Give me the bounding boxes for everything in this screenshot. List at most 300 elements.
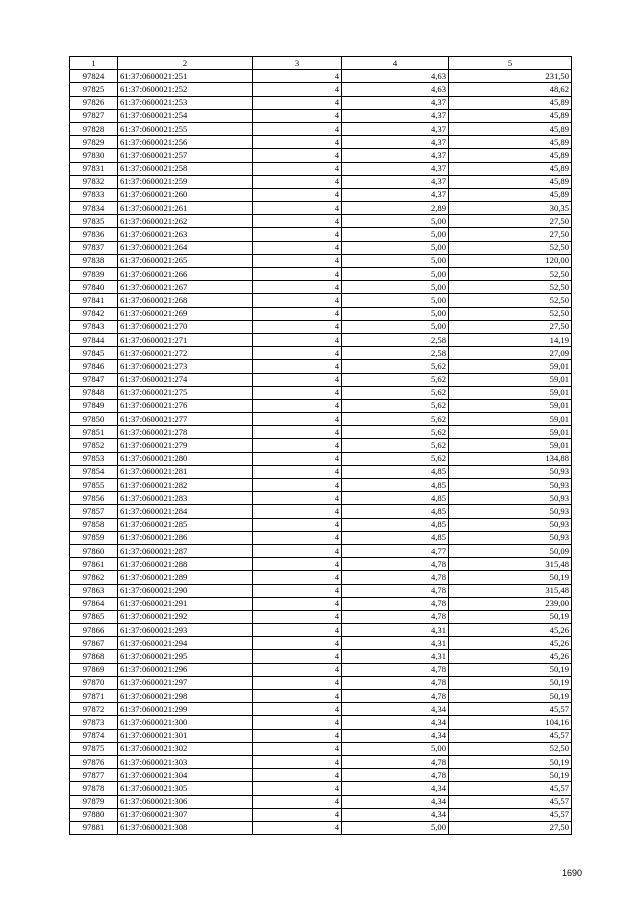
table-cell-col4: 5,00 [342,294,449,307]
table-row [70,650,572,663]
table-cell-col4: 4,34 [342,703,449,716]
table-cell-col3: 4 [253,109,342,122]
table-cell-col4: 4,78 [342,571,449,584]
table-cell-col2: 61:37:0600021:271 [118,333,253,346]
table-cell-col2: 61:37:0600021:301 [118,729,253,742]
table-cell-col3: 4 [253,597,342,610]
table-row [70,83,572,96]
table-cell-col2: 61:37:0600021:282 [118,479,253,492]
table-cell-col1: 97838 [70,254,118,267]
table-cell-col5: 45,57 [449,795,572,808]
table-cell-col4: 4,37 [342,188,449,201]
table-row [70,70,572,83]
table-cell-col2: 61:37:0600021:292 [118,610,253,623]
table-row [70,571,572,584]
table-cell-col2: 61:37:0600021:263 [118,228,253,241]
table-row [70,703,572,716]
table-cell-col4: 5,62 [342,360,449,373]
table-cell-col5: 45,89 [449,96,572,109]
table-cell-col5: 231,50 [449,70,572,83]
table-cell-col3: 4 [253,624,342,637]
table-row [70,821,572,834]
table-cell-col1: 97878 [70,782,118,795]
table-cell-col3: 4 [253,544,342,557]
table-cell-col1: 97854 [70,465,118,478]
table-cell-col2: 61:37:0600021:296 [118,663,253,676]
table-cell-col4: 4,34 [342,808,449,821]
table-row [70,597,572,610]
table-cell-col2: 61:37:0600021:276 [118,399,253,412]
table-cell-col5: 45,89 [449,136,572,149]
table-cell-col3: 4 [253,782,342,795]
table-row [70,202,572,215]
table-cell-col2: 61:37:0600021:298 [118,690,253,703]
table-cell-col1: 97848 [70,386,118,399]
table-cell-col1: 97835 [70,215,118,228]
table-cell-col4: 4,37 [342,162,449,175]
table-row [70,373,572,386]
table-cell-col2: 61:37:0600021:262 [118,215,253,228]
table-cell-col3: 4 [253,465,342,478]
table-cell-col4: 5,00 [342,254,449,267]
table-cell-col3: 4 [253,360,342,373]
table-cell-col2: 61:37:0600021:303 [118,755,253,768]
table-cell-col2: 61:37:0600021:297 [118,676,253,689]
table-row [70,320,572,333]
table-cell-col5: 120,00 [449,254,572,267]
table-cell-col3: 4 [253,426,342,439]
table-cell-col3: 4 [253,228,342,241]
table-cell-col5: 45,89 [449,122,572,135]
table-cell-col1: 97842 [70,307,118,320]
table-cell-col4: 4,37 [342,175,449,188]
table-cell-col4: 5,62 [342,426,449,439]
table-row [70,413,572,426]
table-cell-col2: 61:37:0600021:264 [118,241,253,254]
table-cell-col2: 61:37:0600021:289 [118,571,253,584]
table-cell-col2: 61:37:0600021:273 [118,360,253,373]
table-cell-col2: 61:37:0600021:253 [118,96,253,109]
table-cell-col3: 4 [253,452,342,465]
table-cell-col4: 5,00 [342,215,449,228]
table-cell-col1: 97851 [70,426,118,439]
table-cell-col2: 61:37:0600021:302 [118,742,253,755]
table-cell-col5: 50,93 [449,518,572,531]
table-row [70,268,572,281]
table-cell-col2: 61:37:0600021:260 [118,188,253,201]
table-cell-col1: 97864 [70,597,118,610]
table-cell-col5: 50,19 [449,690,572,703]
column-header-3: 3 [253,57,342,70]
table-cell-col2: 61:37:0600021:267 [118,281,253,294]
table-cell-col1: 97877 [70,769,118,782]
table-cell-col2: 61:37:0600021:265 [118,254,253,267]
table-cell-col3: 4 [253,821,342,834]
table-cell-col1: 97837 [70,241,118,254]
table-cell-col5: 45,26 [449,637,572,650]
table-cell-col1: 97836 [70,228,118,241]
table-cell-col1: 97829 [70,136,118,149]
table-body [70,70,572,835]
table-cell-col5: 27,50 [449,821,572,834]
table-cell-col2: 61:37:0600021:280 [118,452,253,465]
table-cell-col1: 97831 [70,162,118,175]
table-cell-col1: 97872 [70,703,118,716]
table-cell-col3: 4 [253,70,342,83]
table-cell-col2: 61:37:0600021:306 [118,795,253,808]
table-cell-col3: 4 [253,571,342,584]
table-cell-col3: 4 [253,663,342,676]
table-cell-col5: 45,57 [449,703,572,716]
table-cell-col3: 4 [253,294,342,307]
table-cell-col5: 50,93 [449,492,572,505]
table-cell-col2: 61:37:0600021:299 [118,703,253,716]
table-cell-col2: 61:37:0600021:272 [118,347,253,360]
table-cell-col1: 97863 [70,584,118,597]
table-cell-col1: 97834 [70,202,118,215]
table-cell-col5: 315,48 [449,558,572,571]
table-cell-col1: 97867 [70,637,118,650]
table-cell-col4: 5,00 [342,241,449,254]
table-row [70,175,572,188]
table-cell-col3: 4 [253,268,342,281]
table-cell-col5: 45,57 [449,808,572,821]
table-cell-col3: 4 [253,254,342,267]
table-cell-col1: 97826 [70,96,118,109]
table-row [70,452,572,465]
table-row [70,215,572,228]
table-cell-col5: 52,50 [449,268,572,281]
table-row [70,518,572,531]
table-cell-col4: 5,62 [342,373,449,386]
table-row [70,109,572,122]
table-cell-col4: 4,34 [342,795,449,808]
table-cell-col4: 4,37 [342,122,449,135]
table-cell-col5: 27,50 [449,228,572,241]
table-cell-col5: 52,50 [449,307,572,320]
table-cell-col3: 4 [253,333,342,346]
table-cell-col4: 4,34 [342,716,449,729]
table-cell-col5: 45,26 [449,624,572,637]
table-cell-col4: 5,00 [342,228,449,241]
table-cell-col3: 4 [253,149,342,162]
table-row [70,149,572,162]
table-cell-col4: 5,00 [342,821,449,834]
table-cell-col3: 4 [253,610,342,623]
table-cell-col2: 61:37:0600021:279 [118,439,253,452]
table-cell-col2: 61:37:0600021:255 [118,122,253,135]
table-cell-col2: 61:37:0600021:293 [118,624,253,637]
table-cell-col4: 4,37 [342,136,449,149]
column-header-4: 4 [342,57,449,70]
table-cell-col2: 61:37:0600021:308 [118,821,253,834]
table-cell-col1: 97866 [70,624,118,637]
table-cell-col2: 61:37:0600021:259 [118,175,253,188]
table-row [70,584,572,597]
table-cell-col4: 5,62 [342,399,449,412]
table-cell-col1: 97849 [70,399,118,412]
table-cell-col2: 61:37:0600021:305 [118,782,253,795]
table-row [70,716,572,729]
table-cell-col5: 50,09 [449,544,572,557]
table-cell-col1: 97875 [70,742,118,755]
table-cell-col4: 4,85 [342,518,449,531]
table-row [70,465,572,478]
table-cell-col4: 4,85 [342,505,449,518]
table-cell-col2: 61:37:0600021:257 [118,149,253,162]
table-cell-col5: 45,57 [449,729,572,742]
table-cell-col2: 61:37:0600021:294 [118,637,253,650]
table-cell-col3: 4 [253,439,342,452]
table-cell-col1: 97862 [70,571,118,584]
table-cell-col1: 97843 [70,320,118,333]
table-cell-col3: 4 [253,505,342,518]
table-cell-col3: 4 [253,479,342,492]
table-cell-col5: 30,35 [449,202,572,215]
table-row [70,610,572,623]
table-cell-col2: 61:37:0600021:290 [118,584,253,597]
table-cell-col3: 4 [253,175,342,188]
table-cell-col5: 45,26 [449,650,572,663]
table-cell-col3: 4 [253,769,342,782]
table-row [70,281,572,294]
table-cell-col3: 4 [253,83,342,96]
table-cell-col5: 50,19 [449,769,572,782]
column-header-5: 5 [449,57,572,70]
table-cell-col1: 97861 [70,558,118,571]
table-row [70,505,572,518]
table-cell-col2: 61:37:0600021:256 [118,136,253,149]
table-cell-col5: 59,01 [449,426,572,439]
table-cell-col1: 97841 [70,294,118,307]
table-cell-col1: 97850 [70,413,118,426]
table-cell-col4: 5,62 [342,386,449,399]
table-row [70,690,572,703]
table-cell-col1: 97873 [70,716,118,729]
table-cell-col2: 61:37:0600021:269 [118,307,253,320]
table-cell-col1: 97825 [70,83,118,96]
table-cell-col2: 61:37:0600021:291 [118,597,253,610]
table-cell-col5: 315,48 [449,584,572,597]
table-cell-col4: 4,78 [342,755,449,768]
table-cell-col1: 97874 [70,729,118,742]
table-cell-col4: 5,00 [342,307,449,320]
table-row [70,676,572,689]
table-cell-col1: 97830 [70,149,118,162]
table-cell-col1: 97857 [70,505,118,518]
table-row [70,96,572,109]
table-cell-col3: 4 [253,241,342,254]
table-cell-col3: 4 [253,347,342,360]
table-cell-col1: 97856 [70,492,118,505]
table-cell-col2: 61:37:0600021:270 [118,320,253,333]
table-cell-col2: 61:37:0600021:258 [118,162,253,175]
table-cell-col2: 61:37:0600021:277 [118,413,253,426]
table-cell-col3: 4 [253,122,342,135]
table-cell-col5: 52,50 [449,742,572,755]
table-cell-col2: 61:37:0600021:254 [118,109,253,122]
table-cell-col5: 239,00 [449,597,572,610]
table-cell-col4: 4,78 [342,690,449,703]
table-cell-col5: 52,50 [449,281,572,294]
table-cell-col5: 134,88 [449,452,572,465]
table-row [70,254,572,267]
table-cell-col4: 4,37 [342,149,449,162]
table-row [70,742,572,755]
table-cell-col3: 4 [253,808,342,821]
table-cell-col4: 4,37 [342,96,449,109]
table-cell-col3: 4 [253,531,342,544]
table-row [70,769,572,782]
table-row [70,808,572,821]
table-cell-col4: 2,58 [342,347,449,360]
table-cell-col5: 27,09 [449,347,572,360]
table-cell-col2: 61:37:0600021:288 [118,558,253,571]
table-cell-col4: 4,31 [342,624,449,637]
table-cell-col5: 45,89 [449,188,572,201]
table-cell-col1: 97858 [70,518,118,531]
table-cell-col1: 97868 [70,650,118,663]
table-cell-col3: 4 [253,162,342,175]
table-cell-col5: 50,93 [449,479,572,492]
table-row [70,544,572,557]
table-row [70,531,572,544]
table-cell-col1: 97881 [70,821,118,834]
table-cell-col4: 5,00 [342,281,449,294]
table-cell-col4: 4,78 [342,558,449,571]
table-cell-col3: 4 [253,742,342,755]
table-cell-col3: 4 [253,96,342,109]
table-cell-col4: 2,58 [342,333,449,346]
table-cell-col3: 4 [253,281,342,294]
table-cell-col2: 61:37:0600021:287 [118,544,253,557]
table-cell-col1: 97880 [70,808,118,821]
table-cell-col1: 97869 [70,663,118,676]
table-cell-col4: 4,85 [342,465,449,478]
table-cell-col5: 50,19 [449,676,572,689]
table-cell-col2: 61:37:0600021:307 [118,808,253,821]
table-cell-col5: 50,19 [449,663,572,676]
table-cell-col5: 50,19 [449,755,572,768]
table-cell-col1: 97833 [70,188,118,201]
table-cell-col2: 61:37:0600021:284 [118,505,253,518]
table-cell-col3: 4 [253,492,342,505]
table-cell-col4: 4,31 [342,637,449,650]
table-cell-col4: 4,85 [342,479,449,492]
table-cell-col1: 97824 [70,70,118,83]
table-cell-col3: 4 [253,373,342,386]
table-cell-col4: 4,78 [342,597,449,610]
table-cell-col4: 4,31 [342,650,449,663]
table-cell-col4: 4,37 [342,109,449,122]
table-cell-col5: 27,50 [449,215,572,228]
table-cell-col2: 61:37:0600021:252 [118,83,253,96]
table-cell-col4: 4,63 [342,70,449,83]
table-cell-col1: 97855 [70,479,118,492]
table-cell-col3: 4 [253,202,342,215]
page-number: 1690 [562,868,583,878]
column-header-2: 2 [118,57,253,70]
table-cell-col2: 61:37:0600021:266 [118,268,253,281]
table-cell-col3: 4 [253,650,342,663]
table-cell-col2: 61:37:0600021:275 [118,386,253,399]
table-cell-col4: 4,63 [342,83,449,96]
table-cell-col2: 61:37:0600021:300 [118,716,253,729]
table-cell-col4: 4,78 [342,676,449,689]
table-row [70,782,572,795]
table-cell-col1: 97859 [70,531,118,544]
table-cell-col3: 4 [253,215,342,228]
table-row [70,729,572,742]
table-cell-col1: 97827 [70,109,118,122]
table-cell-col1: 97846 [70,360,118,373]
table-cell-col3: 4 [253,386,342,399]
table-cell-col3: 4 [253,703,342,716]
data-table [69,56,572,835]
table-cell-col4: 4,77 [342,544,449,557]
table-cell-col5: 45,89 [449,175,572,188]
table-row [70,399,572,412]
table-cell-col4: 4,78 [342,663,449,676]
table-cell-col4: 2,89 [342,202,449,215]
table-cell-col1: 97871 [70,690,118,703]
table-cell-col4: 5,00 [342,742,449,755]
table-cell-col2: 61:37:0600021:261 [118,202,253,215]
table-row [70,795,572,808]
table-cell-col4: 5,62 [342,439,449,452]
table-cell-col5: 27,50 [449,320,572,333]
table-cell-col4: 4,78 [342,584,449,597]
table-cell-col5: 48,62 [449,83,572,96]
table-cell-col3: 4 [253,729,342,742]
table-cell-col3: 4 [253,307,342,320]
table-cell-col1: 97865 [70,610,118,623]
table-cell-col5: 59,01 [449,439,572,452]
table-cell-col3: 4 [253,716,342,729]
table-cell-col3: 4 [253,188,342,201]
table-cell-col1: 97853 [70,452,118,465]
table-cell-col4: 5,62 [342,452,449,465]
table-row [70,136,572,149]
table-row [70,492,572,505]
table-cell-col5: 52,50 [449,241,572,254]
table-cell-col3: 4 [253,637,342,650]
table-cell-col4: 4,78 [342,610,449,623]
table-row [70,241,572,254]
table-cell-col4: 4,34 [342,729,449,742]
table-cell-col4: 4,85 [342,531,449,544]
table-cell-col2: 61:37:0600021:283 [118,492,253,505]
table-cell-col5: 45,89 [449,149,572,162]
table-row [70,426,572,439]
table-cell-col1: 97828 [70,122,118,135]
table-row [70,162,572,175]
table-cell-col5: 50,93 [449,505,572,518]
table-cell-col1: 97852 [70,439,118,452]
table-cell-col5: 104,16 [449,716,572,729]
table-row [70,624,572,637]
table-cell-col2: 61:37:0600021:251 [118,70,253,83]
table-row [70,347,572,360]
table-cell-col3: 4 [253,413,342,426]
table-cell-col5: 45,57 [449,782,572,795]
table-row [70,188,572,201]
table-cell-col5: 59,01 [449,386,572,399]
table-row [70,122,572,135]
table-cell-col4: 4,34 [342,782,449,795]
table-cell-col5: 59,01 [449,373,572,386]
table-row [70,479,572,492]
